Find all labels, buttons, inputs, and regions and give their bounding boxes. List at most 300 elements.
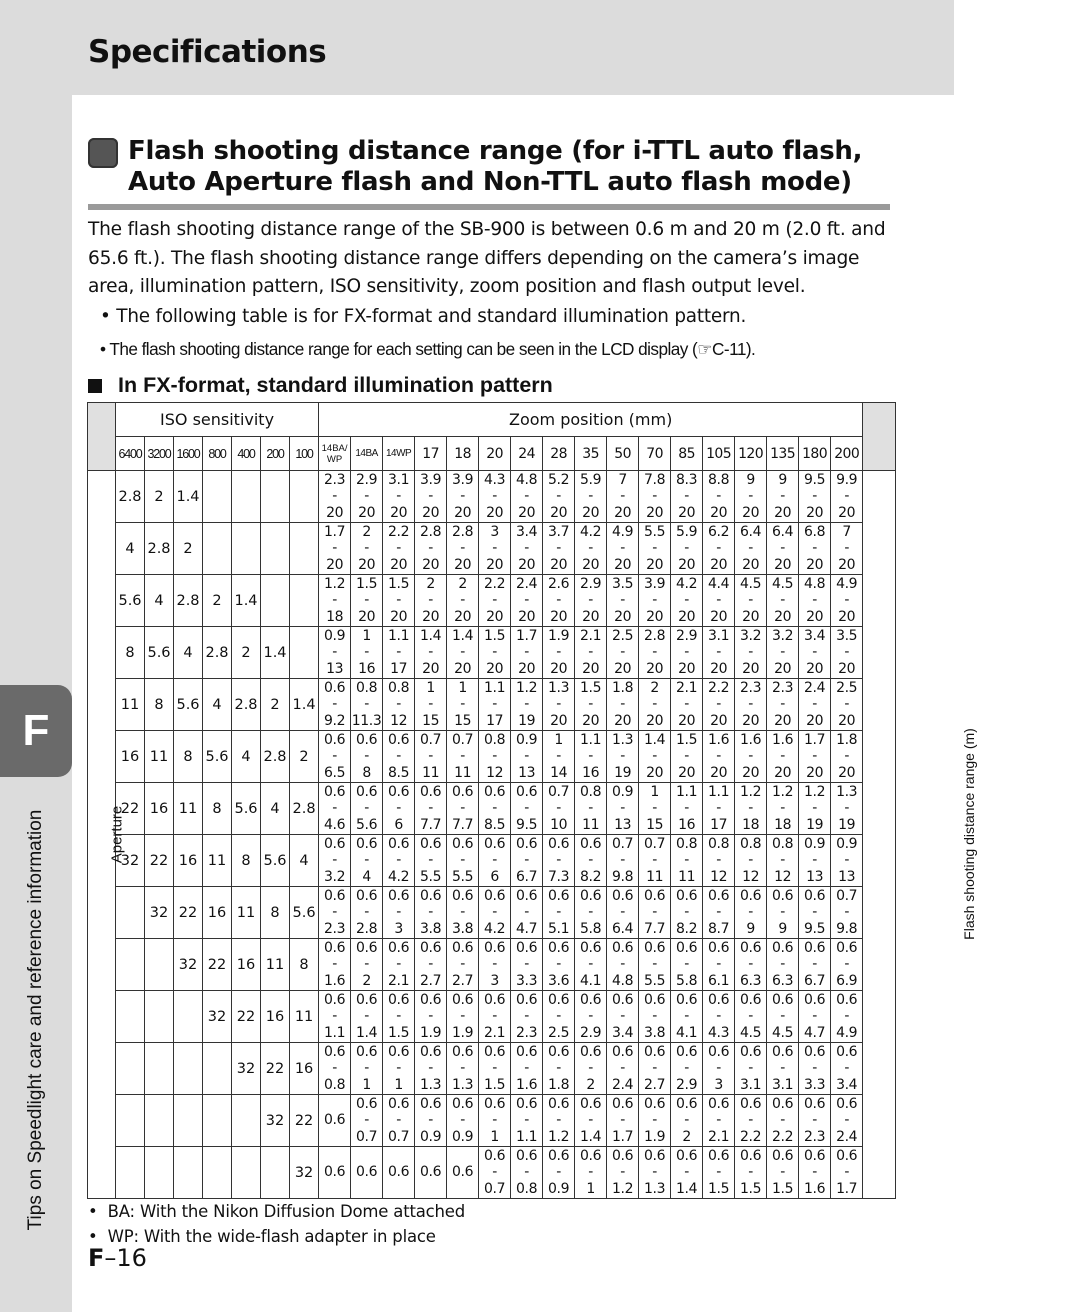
range-cell (543, 471, 575, 523)
range-cell (767, 991, 799, 1043)
footnote: • WP: With the wide-flash adapter in place (88, 1227, 436, 1246)
range-value: 0.6 - 3.3 (804, 1043, 826, 1093)
range-value: 1 - 15 (646, 783, 664, 833)
range-value: 1.1 - 16 (580, 731, 602, 781)
range-cell (383, 627, 415, 679)
range-value: 0.6 - 3 (708, 1043, 730, 1093)
range-value: 0.6 - 3.8 (420, 887, 442, 937)
range-cell (447, 991, 479, 1043)
range-value: 0.8 - 12 (388, 679, 410, 729)
range-cell (831, 835, 863, 887)
distance-range-table (87, 402, 978, 1199)
range-cell (639, 939, 671, 991)
zoom-value: 85 (671, 437, 703, 471)
range-cell (607, 523, 639, 575)
aperture-cell: 16 (116, 731, 145, 783)
range-cell (671, 523, 703, 575)
range-value: 7.8 - 20 (644, 471, 666, 521)
iso-value: 200 (261, 437, 290, 471)
range-cell (319, 939, 351, 991)
range-cell (831, 887, 863, 939)
table-row (88, 887, 896, 939)
range-value: 3.5 - 20 (612, 575, 634, 625)
iso-value: 1600 (174, 437, 203, 471)
aperture-cell: 32 (232, 1043, 261, 1095)
range-value: 0.6 - 4.7 (804, 991, 826, 1041)
range-cell (639, 783, 671, 835)
range-cell (799, 523, 831, 575)
aperture-cell: 22 (174, 887, 203, 939)
range-value: 4.5 - 20 (772, 575, 794, 625)
range-cell (511, 887, 543, 939)
range-value: 0.6 - 5.8 (676, 939, 698, 989)
aperture-cell: 4 (116, 523, 145, 575)
range-value: 2.9 - 20 (676, 627, 698, 677)
range-value: 2.4 - 20 (516, 575, 538, 625)
zoom-value: 135 (767, 437, 799, 471)
range-cell (639, 991, 671, 1043)
range-value: 1.3 - 19 (612, 731, 634, 781)
range-value: 0.6 - 4.1 (580, 939, 602, 989)
range-value: 0.6 - 8.2 (580, 835, 602, 885)
range-cell (575, 1043, 607, 1095)
range-cell (511, 1043, 543, 1095)
aperture-cell: 8 (232, 835, 261, 887)
range-value: 0.6 - 4.2 (484, 887, 506, 937)
aperture-cell: 32 (116, 835, 145, 887)
iso-value: 6400 (116, 437, 145, 471)
range-cell (799, 783, 831, 835)
range-cell (351, 1147, 383, 1199)
aperture-cell (145, 939, 174, 991)
range-cell (703, 731, 735, 783)
range-cell (479, 1043, 511, 1095)
aperture-cell: 2.8 (174, 575, 203, 627)
range-value: 2.4 - 20 (804, 679, 826, 729)
range-value: 0.6 - 6 (484, 835, 506, 885)
range-value: 0.6 - 2 (676, 1095, 698, 1145)
range-value: 1.3 - 20 (548, 679, 570, 729)
aperture-cell (261, 1147, 290, 1199)
aperture-cell: 5.6 (232, 783, 261, 835)
aperture-cell: 16 (290, 1043, 319, 1095)
zoom-value: 14BA/ WP (319, 437, 351, 471)
zoom-value: 105 (703, 437, 735, 471)
range-value: 7 - 20 (614, 471, 632, 521)
range-value: 0.6 (420, 1164, 442, 1181)
range-value: 1 - 14 (550, 731, 568, 781)
range-value: 0.6 - 4.3 (708, 991, 730, 1041)
range-cell (831, 1095, 863, 1147)
aperture-cell: 5.6 (145, 627, 174, 679)
range-value: 0.6 - 8.5 (388, 731, 410, 781)
range-cell (575, 991, 607, 1043)
range-value: 0.6 - 4.6 (324, 783, 346, 833)
range-value: 0.6 - 5.5 (420, 835, 442, 885)
range-value: 0.6 - 1.5 (484, 1043, 506, 1093)
range-cell (319, 783, 351, 835)
range-cell (511, 991, 543, 1043)
aperture-cell: 22 (116, 783, 145, 835)
range-cell (351, 1095, 383, 1147)
range-cell (415, 887, 447, 939)
aperture-cell: 1.4 (174, 471, 203, 523)
range-cell (543, 1043, 575, 1095)
zoom-value: 20 (479, 437, 511, 471)
range-value: 0.6 - 2.9 (676, 1043, 698, 1093)
range-cell (415, 471, 447, 523)
range-value: 0.6 - 2 (356, 939, 378, 989)
range-cell (447, 783, 479, 835)
range-cell (479, 1095, 511, 1147)
range-value: 2.6 - 20 (548, 575, 570, 625)
aperture-cell: 2.8 (116, 471, 145, 523)
range-cell (415, 939, 447, 991)
zoom-value: 28 (543, 437, 575, 471)
range-value: 0.7 - 9.8 (836, 887, 858, 937)
range-value: 0.6 - 9.2 (324, 679, 346, 729)
range-value: 0.6 - 1 (356, 1043, 378, 1093)
zoom-value: 18 (447, 437, 479, 471)
range-cell (767, 679, 799, 731)
aperture-cell (203, 523, 232, 575)
range-cell (383, 1147, 415, 1199)
range-value: 0.7 - 11 (420, 731, 442, 781)
aperture-cell: 4 (174, 627, 203, 679)
range-value: 0.8 - 12 (484, 731, 506, 781)
range-cell (703, 679, 735, 731)
range-cell (735, 471, 767, 523)
range-cell (383, 471, 415, 523)
range-cell (607, 991, 639, 1043)
aperture-cell: 1.4 (232, 575, 261, 627)
range-cell (703, 835, 735, 887)
range-value: 9.9 - 20 (836, 471, 858, 521)
range-cell (703, 627, 735, 679)
range-value: 2 - 20 (422, 575, 440, 625)
range-cell (543, 1147, 575, 1199)
zoom-value: 70 (639, 437, 671, 471)
aperture-cell: 4 (145, 575, 174, 627)
range-value: 1 - 15 (422, 679, 440, 729)
range-value: 1.2 - 19 (516, 679, 538, 729)
range-value: 2.3 - 20 (740, 679, 762, 729)
range-cell (479, 731, 511, 783)
aperture-cell (174, 1147, 203, 1199)
range-value: 1.1 - 17 (388, 627, 410, 677)
range-cell (575, 887, 607, 939)
range-cell (479, 575, 511, 627)
range-cell (447, 575, 479, 627)
range-cell (543, 991, 575, 1043)
range-value: 0.9 - 13 (836, 835, 858, 885)
range-value: 0.9 - 13 (324, 627, 346, 677)
range-cell (767, 471, 799, 523)
range-value: 0.6 - 0.9 (548, 1147, 570, 1197)
aperture-cell: 2.8 (261, 731, 290, 783)
range-cell (511, 939, 543, 991)
range-cell (703, 1147, 735, 1199)
range-cell (831, 991, 863, 1043)
range-value: 2.5 - 20 (612, 627, 634, 677)
range-cell (671, 1147, 703, 1199)
corner-cell (88, 403, 116, 471)
range-value: 7 - 20 (838, 523, 856, 573)
range-value: 0.7 - 9.8 (612, 835, 634, 885)
aperture-cell: 5.6 (203, 731, 232, 783)
range-cell (831, 1043, 863, 1095)
range-cell (799, 1095, 831, 1147)
range-cell (639, 471, 671, 523)
range-value: 0.6 - 0.7 (356, 1095, 378, 1145)
range-value: 0.6 - 4.2 (388, 835, 410, 885)
range-value: 4.3 - 20 (484, 471, 506, 521)
range-cell (383, 939, 415, 991)
range-cell (511, 835, 543, 887)
bullet-text: The flash shooting distance range for each setting can be seen in the LCD display (☞C-11). (109, 339, 756, 359)
range-cell (543, 835, 575, 887)
range-value: 6.8 - 20 (804, 523, 826, 573)
range-value: 0.7 - 10 (548, 783, 570, 833)
footnote-text: WP: With the wide-flash adapter in place (107, 1227, 436, 1246)
range-value: 0.6 - 4 (356, 835, 378, 885)
range-value: 1.4 - 20 (644, 731, 666, 781)
range-value: 0.9 - 13 (612, 783, 634, 833)
range-value: 4.2 - 20 (580, 523, 602, 573)
aperture-cell (174, 991, 203, 1043)
range-cell (767, 835, 799, 887)
range-cell (447, 731, 479, 783)
range-value: 6.4 - 20 (772, 523, 794, 573)
range-value: 0.6 - 7.7 (644, 887, 666, 937)
range-cell (479, 471, 511, 523)
range-value: 0.6 - 1.1 (516, 1095, 538, 1145)
aperture-cell: 16 (203, 887, 232, 939)
range-cell (671, 1095, 703, 1147)
range-cell (351, 887, 383, 939)
range-value: 0.6 - 3.1 (740, 1043, 762, 1093)
range-value: 1.5 - 20 (356, 575, 378, 625)
range-cell (799, 991, 831, 1043)
range-value: 0.6 - 2.8 (356, 887, 378, 937)
range-value: 2.8 - 20 (452, 523, 474, 573)
range-cell (319, 887, 351, 939)
range-cell (767, 627, 799, 679)
range-value: 0.7 - 11 (452, 731, 474, 781)
aperture-cell (232, 1095, 261, 1147)
range-value: 9 - 20 (742, 471, 760, 521)
aperture-cell: 22 (203, 939, 232, 991)
range-value: 0.6 - 1.5 (708, 1147, 730, 1197)
range-value: 1.3 - 19 (836, 783, 858, 833)
range-value: 0.6 - 5.5 (452, 835, 474, 885)
range-cell (447, 1147, 479, 1199)
aperture-cell: 22 (261, 1043, 290, 1095)
range-cell (511, 783, 543, 835)
range-value: 2.8 - 20 (644, 627, 666, 677)
iso-value: 800 (203, 437, 232, 471)
range-value: 1.5 - 20 (484, 627, 506, 677)
section-heading (88, 136, 888, 198)
range-value: 3.4 - 20 (516, 523, 538, 573)
range-value: 1.5 - 20 (388, 575, 410, 625)
range-cell (351, 471, 383, 523)
aperture-cell (203, 1147, 232, 1199)
range-cell (479, 783, 511, 835)
range-cell (511, 1147, 543, 1199)
range-value: 8.3 - 20 (676, 471, 698, 521)
range-cell (575, 471, 607, 523)
aperture-cell: 2 (232, 627, 261, 679)
range-cell (543, 887, 575, 939)
table-row (88, 1043, 896, 1095)
range-cell (607, 731, 639, 783)
zoom-value: 14BA (351, 437, 383, 471)
range-cell (511, 627, 543, 679)
range-value: 1.4 - 20 (452, 627, 474, 677)
range-cell (383, 731, 415, 783)
range-value: 0.6 - 4.5 (772, 991, 794, 1041)
bullet-text: The following table is for FX-format and standard illumination pattern. (116, 306, 747, 327)
range-cell (639, 1095, 671, 1147)
range-cell (575, 783, 607, 835)
range-cell (735, 627, 767, 679)
range-value: 0.6 - 2.7 (420, 939, 442, 989)
range-value: 2.8 - 20 (420, 523, 442, 573)
page-title: Specifications (88, 34, 327, 70)
range-value: 3.4 - 20 (804, 627, 826, 677)
range-cell (607, 575, 639, 627)
range-value: 6.4 - 20 (740, 523, 762, 573)
range-cell (671, 991, 703, 1043)
range-value: 1.8 - 20 (836, 731, 858, 781)
range-value: 3.7 - 20 (548, 523, 570, 573)
range-cell (447, 679, 479, 731)
section-square-icon (88, 138, 118, 168)
range-value: 2.2 - 20 (388, 523, 410, 573)
aperture-cell: 2 (290, 731, 319, 783)
range-value: 0.6 - 9 (740, 887, 762, 937)
aperture-cell: 2 (203, 575, 232, 627)
table-row (88, 1147, 896, 1199)
range-value: 0.6 - 3 (484, 939, 506, 989)
range-value: 0.8 - 12 (740, 835, 762, 885)
zoom-value: 14WP (383, 437, 415, 471)
aperture-cell (203, 1095, 232, 1147)
section-title (128, 136, 888, 198)
range-value: 3.9 - 20 (452, 471, 474, 521)
range-cell (735, 1043, 767, 1095)
range-value: 1 - 16 (358, 627, 376, 677)
range-cell (767, 523, 799, 575)
range-cell (319, 523, 351, 575)
range-value: 2.2 - 20 (484, 575, 506, 625)
table-row (88, 731, 896, 783)
range-cell (383, 575, 415, 627)
range-value: 0.6 - 6.3 (772, 939, 794, 989)
zoom-value: 120 (735, 437, 767, 471)
section-title-line1: Flash shooting distance range (for i-TTL auto flash, (128, 136, 863, 166)
range-cell (319, 471, 351, 523)
aperture-cell (290, 575, 319, 627)
range-value: 1.7 - 20 (804, 731, 826, 781)
table-row (88, 939, 896, 991)
page-number-suffix: –16 (104, 1244, 147, 1272)
range-value: 1.7 - 20 (516, 627, 538, 677)
aperture-cell: 2.8 (145, 523, 174, 575)
aperture-cell (261, 471, 290, 523)
range-value: 5.9 - 20 (580, 471, 602, 521)
range-value: 0.6 - 3.2 (324, 835, 346, 885)
range-cell (543, 627, 575, 679)
aperture-cell (203, 471, 232, 523)
range-value: 8.8 - 20 (708, 471, 730, 521)
range-label-cell (863, 471, 978, 1199)
range-cell (479, 1147, 511, 1199)
range-cell (319, 1095, 351, 1147)
table-row (88, 523, 896, 575)
range-value: 0.6 - 1.5 (772, 1147, 794, 1197)
range-value: 0.6 - 5.1 (548, 887, 570, 937)
range-value: 0.6 - 1.4 (580, 1095, 602, 1145)
range-value: 0.8 - 11 (580, 783, 602, 833)
range-value: 1.8 - 20 (612, 679, 634, 729)
range-cell (639, 835, 671, 887)
range-cell (479, 627, 511, 679)
range-value: 0.6 - 5.5 (644, 939, 666, 989)
range-value: 3.5 - 20 (836, 627, 858, 677)
range-cell (543, 575, 575, 627)
range-cell (383, 523, 415, 575)
range-cell (607, 939, 639, 991)
zoom-value: 200 (831, 437, 863, 471)
range-cell (767, 1095, 799, 1147)
range-value: 0.6 - 2 (580, 1043, 602, 1093)
range-cell (511, 471, 543, 523)
range-cell (735, 887, 767, 939)
page-number-prefix: F (88, 1244, 105, 1272)
aperture-cell: 4 (232, 731, 261, 783)
range-cell (735, 731, 767, 783)
range-cell (607, 783, 639, 835)
range-value: 4.8 - 20 (804, 575, 826, 625)
aperture-cell: 5.6 (174, 679, 203, 731)
range-value: 0.6 - 6.7 (516, 835, 538, 885)
range-cell (799, 627, 831, 679)
range-value: 1.5 - 20 (676, 731, 698, 781)
range-cell (511, 1095, 543, 1147)
range-cell (543, 1095, 575, 1147)
range-cell (799, 835, 831, 887)
side-chapter-label: Tips on Speedlight care and reference information (25, 809, 46, 1231)
range-cell (351, 523, 383, 575)
range-cell (639, 627, 671, 679)
range-cell (831, 523, 863, 575)
range-cell (607, 1095, 639, 1147)
range-cell (799, 679, 831, 731)
range-cell (447, 835, 479, 887)
range-cell (671, 471, 703, 523)
range-value: 0.6 - 4.9 (836, 991, 858, 1041)
range-cell (767, 575, 799, 627)
range-value: 0.6 - 3.8 (452, 887, 474, 937)
range-cell (831, 679, 863, 731)
range-value: 5.2 - 20 (548, 471, 570, 521)
range-value: 0.6 - 1 (484, 1095, 506, 1145)
range-value: 0.6 - 1.3 (644, 1147, 666, 1197)
range-value: 0.6 - 2.7 (452, 939, 474, 989)
range-cell (735, 991, 767, 1043)
